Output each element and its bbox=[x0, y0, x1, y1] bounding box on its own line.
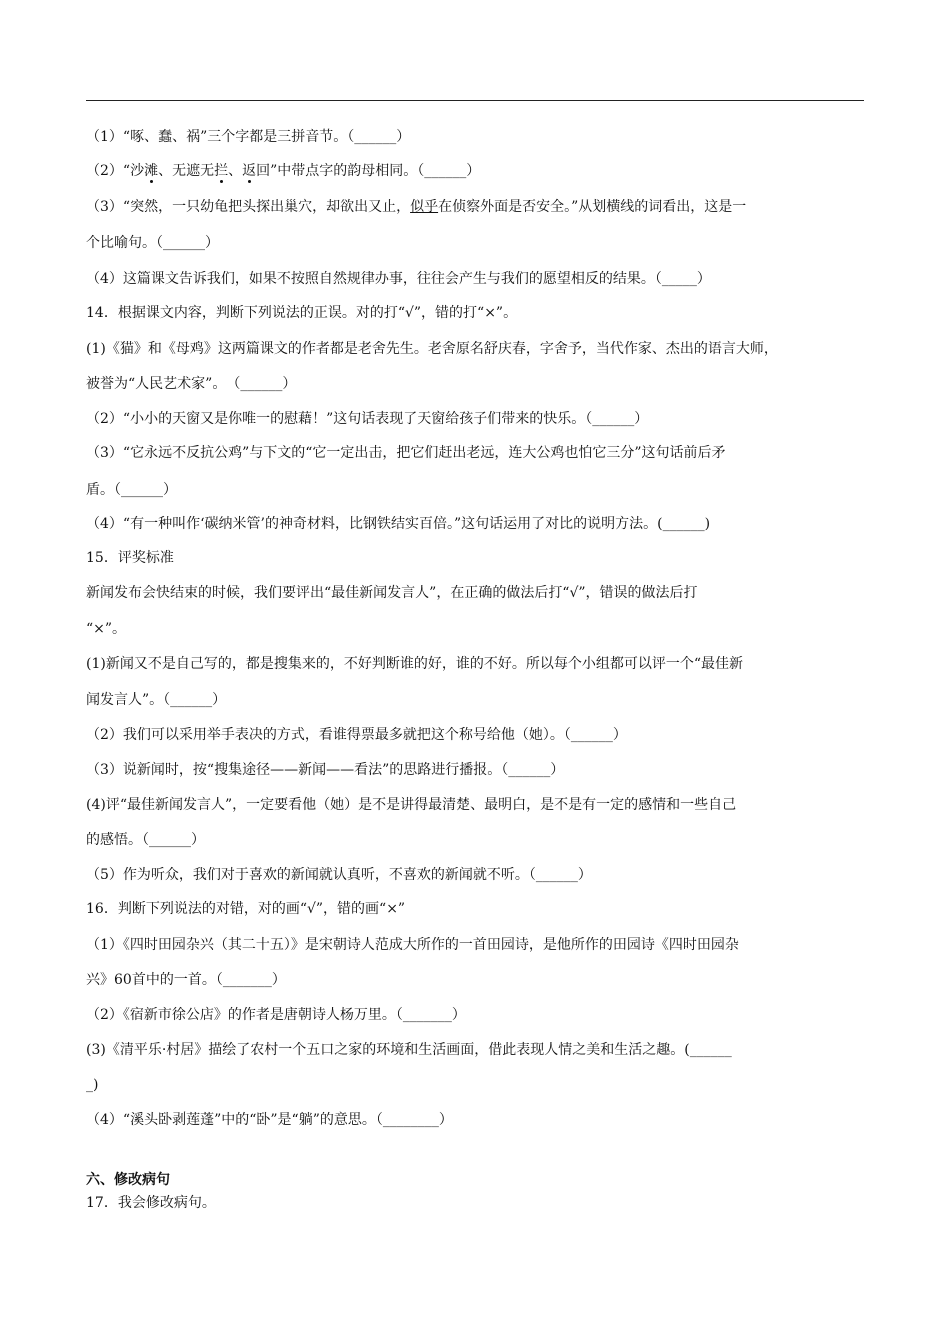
q16-item-3-cont: _) bbox=[86, 1077, 99, 1093]
q16-item-1-cont: 兴》60首中的一首。（_______） bbox=[86, 972, 286, 988]
header-rule bbox=[86, 100, 864, 101]
q16-item-1: （1）《四时田园杂兴（其二十五）》是宋朝诗人范成大所作的一首田园诗，是他所作的田园诗《四时田园杂 bbox=[86, 937, 739, 953]
q14-title: 14．根据课文内容，判断下列说法的正误。对的打“√”，错的打“×”。 bbox=[86, 305, 518, 321]
q15-intro-cont: “×”。 bbox=[86, 621, 127, 637]
q15-item-1: (1)新闻又不是自己写的，都是搜集来的，不好判断谁的好，谁的不好。所以每个小组都可以评一个“最佳新 bbox=[86, 656, 743, 672]
q14-item-1: (1)《猫》和《母鸡》这两篇课文的作者都是老舍先生。老舍原名舒庆春，字舍予，当代作家、杰出的语言大师， bbox=[86, 341, 778, 357]
section-heading: 六、修改病句 bbox=[86, 1172, 170, 1188]
q14-item-3-cont: 盾。（______） bbox=[86, 482, 177, 498]
q15-item-4-cont: 的感悟。（______） bbox=[86, 832, 205, 848]
q16-item-3: (3)《清平乐·村居》描绘了农村一个五口之家的环境和生活画面，借此表现人情之美和生活之趣。(______ bbox=[86, 1042, 732, 1058]
q15-item-1-cont: 闻发言人”。（______） bbox=[86, 692, 227, 708]
q15-item-5: （5）作为听众，我们对于喜欢的新闻就认真听，不喜欢的新闻就不听。（______） bbox=[86, 867, 592, 883]
q14-item-1-cont: 被誉为“人民艺术家”。 （______） bbox=[86, 376, 297, 392]
q14-item-3: （3）“它永远不反抗公鸡”与下文的“它一定出击，把它们赶出老远，连大公鸡也怕它三分”这句话前后矛 bbox=[86, 445, 726, 461]
q13-item-3: （3）“突然，一只幼龟把头探出巢穴，却欲出又止，似乎在侦察外面是否安全。”从划横线的词看出，这是一 bbox=[86, 199, 747, 215]
q14-item-2: （2）“小小的天窗又是你唯一的慰藉！”这句话表现了天窗给孩子们带来的快乐。（______） bbox=[86, 411, 649, 427]
q13-item-2: （2）“沙滩、无遮无拦、返回”中带点字的韵母相同。（______） bbox=[86, 163, 481, 179]
dotted-char: 滩 bbox=[144, 163, 159, 179]
q15-item-3: （3）说新闻时，按“搜集途径——新闻——看法”的思路进行播报。（______） bbox=[86, 762, 565, 778]
q13-item-1: （1）“啄、蠢、祸”三个字都是三拼音节。（______） bbox=[86, 129, 411, 145]
q13-item-3-cont: 个比喻句。（______） bbox=[86, 235, 219, 251]
dotted-char: 拦 bbox=[214, 163, 229, 179]
q14-item-4: （4）“有一种叫作‘碳纳米管’的神奇材料，比钢铁结实百倍。”这句话运用了对比的说明方法。(______) bbox=[86, 516, 711, 532]
underlined-word: 似乎 bbox=[410, 199, 439, 215]
q15-title: 15．评奖标准 bbox=[86, 550, 174, 566]
q17-title: 17．我会修改病句。 bbox=[86, 1195, 216, 1211]
q16-item-2: （2）《宿新市徐公店》的作者是唐朝诗人杨万里。（_______） bbox=[86, 1007, 466, 1023]
q15-item-2: （2）我们可以采用举手表决的方式，看谁得票最多就把这个称号给他（她）。（______） bbox=[86, 727, 627, 743]
dotted-char: 返 bbox=[242, 163, 257, 179]
q16-item-4: （4）“溪头卧剥莲蓬”中的“卧”是“躺”的意思。（________） bbox=[86, 1112, 453, 1128]
q16-title: 16．判断下列说法的对错，对的画“√”，错的画“×” bbox=[86, 901, 406, 917]
q13-item-4: （4）这篇课文告诉我们，如果不按照自然规律办事，往往会产生与我们的愿望相反的结果。（_____） bbox=[86, 271, 711, 287]
q15-intro: 新闻发布会快结束的时候，我们要评出“最佳新闻发言人”，在正确的做法后打“√”，错误的做法后打 bbox=[86, 585, 698, 601]
q15-item-4: (4)评“最佳新闻发言人”，一定要看他（她）是不是讲得最清楚、最明白，是不是有一定的感情和一些自己 bbox=[86, 797, 737, 813]
